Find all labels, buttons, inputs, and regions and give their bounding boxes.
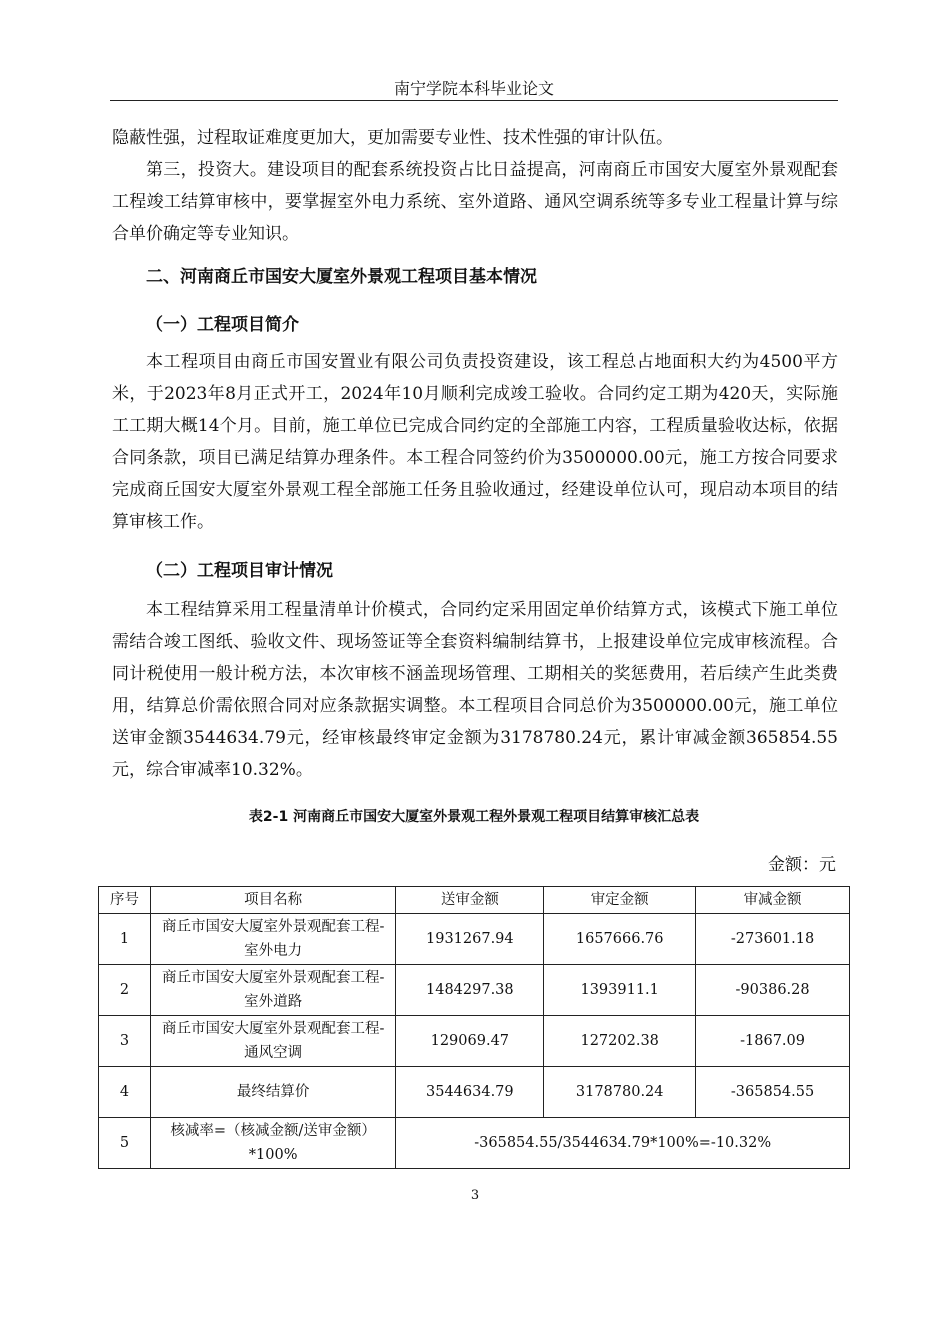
cell-no: 5 bbox=[99, 1118, 151, 1169]
table-row-total bbox=[99, 1067, 850, 1118]
cell-rate-formula-label: 核减率=（核减金额/送审金额）*100% bbox=[150, 1118, 395, 1169]
table-row-rate bbox=[99, 1118, 850, 1169]
table-row bbox=[99, 914, 850, 965]
page-number: 3 bbox=[470, 1188, 480, 1203]
column-header-no: 序号 bbox=[99, 887, 151, 914]
column-header-approved: 审定金额 bbox=[544, 887, 696, 914]
cell-rate-value: -365854.55/3544634.79*100%=-10.32% bbox=[396, 1118, 850, 1169]
cell-reduced: -365854.55 bbox=[696, 1067, 850, 1118]
table-header-row bbox=[99, 887, 850, 914]
header-divider bbox=[110, 100, 838, 101]
cell-name: 最终结算价 bbox=[150, 1067, 395, 1118]
cell-submitted: 129069.47 bbox=[396, 1016, 544, 1067]
paragraph-continued: 隐蔽性强，过程取证难度更加大，更加需要专业性、技术性强的审计队伍。 bbox=[112, 128, 673, 148]
table-unit-label: 金额：元 bbox=[768, 855, 836, 875]
cell-reduced: -273601.18 bbox=[696, 914, 850, 965]
cell-submitted: 3544634.79 bbox=[396, 1067, 544, 1118]
table-caption: 表2-1 河南商丘市国安大厦室外景观工程外景观工程项目结算审核汇总表 bbox=[248, 809, 700, 825]
cell-approved: 3178780.24 bbox=[544, 1067, 696, 1118]
paragraph-project-overview: 本工程项目由商丘市国安置业有限公司负责投资建设，该工程总占地面积大约为4500平方米，于2023年8月正式开工，2024年10月顺利完成竣工验收。合同约定工期为420天，实际施工工期大概14个月。目前，施工单位已完成合同约定的全部施工内容，工程质量验收达标，依据合同条款，项目已满足结算办理条件。本工程合同签约价为3500000.00元，施工方按合同要求完成商丘国安大厦室外景观工程全部施工任务且验收通过，经建设单位认可，现启动本项目的结算审核工作。 bbox=[112, 352, 838, 532]
cell-submitted: 1484297.38 bbox=[396, 965, 544, 1016]
cell-name: 商丘市国安大厦室外景观配套工程-室外电力 bbox=[150, 914, 395, 965]
cell-reduced: -1867.09 bbox=[696, 1016, 850, 1067]
cell-no: 1 bbox=[99, 914, 151, 965]
cell-name: 商丘市国安大厦室外景观配套工程-通风空调 bbox=[150, 1016, 395, 1067]
subsection-heading-audit: （二）工程项目审计情况 bbox=[146, 561, 333, 581]
cell-approved: 127202.38 bbox=[544, 1016, 696, 1067]
paragraph-third-point: 第三，投资大。建设项目的配套系统投资占比日益提高，河南商丘市国安大厦室外景观配套工程竣工结算审核中，要掌握室外电力系统、室外道路、通风空调系统等多专业工程量计算与综合单价确定等专业知识。 bbox=[112, 160, 838, 244]
cell-approved: 1393911.1 bbox=[544, 965, 696, 1016]
cell-reduced: -90386.28 bbox=[696, 965, 850, 1016]
cell-no: 2 bbox=[99, 965, 151, 1016]
column-header-submitted: 送审金额 bbox=[396, 887, 544, 914]
cell-no: 3 bbox=[99, 1016, 151, 1067]
section-heading-2: 二、河南商丘市国安大厦室外景观工程项目基本情况 bbox=[146, 267, 537, 287]
subsection-heading-overview: （一）工程项目简介 bbox=[146, 315, 299, 335]
cell-approved: 1657666.76 bbox=[544, 914, 696, 965]
paragraph-audit-status: 本工程结算采用工程量清单计价模式，合同约定采用固定单价结算方式，该模式下施工单位需结合竣工图纸、验收文件、现场签证等全套资料编制结算书，上报建设单位完成审核流程。合同计税使用一般计税方法，本次审核不涵盖现场管理、工期相关的奖惩费用，若后续产生此类费用，结算总价需依照合同对应条款据实调整。本工程项目合同总价为3500000.00元，施工单位送审金额3544634.79元，经审核最终审定金额为3178780.24元，累计审减金额365854.55元，综合审减率10.32%。 bbox=[112, 600, 838, 780]
cell-submitted: 1931267.94 bbox=[396, 914, 544, 965]
column-header-name: 项目名称 bbox=[150, 887, 395, 914]
cell-name: 商丘市国安大厦室外景观配套工程-室外道路 bbox=[150, 965, 395, 1016]
cell-no: 4 bbox=[99, 1067, 151, 1118]
page-header-title: 南宁学院本科毕业论文 bbox=[393, 79, 554, 98]
settlement-summary-table bbox=[98, 886, 850, 1169]
column-header-reduced: 审减金额 bbox=[696, 887, 850, 914]
table-row bbox=[99, 1016, 850, 1067]
table-row bbox=[99, 965, 850, 1016]
